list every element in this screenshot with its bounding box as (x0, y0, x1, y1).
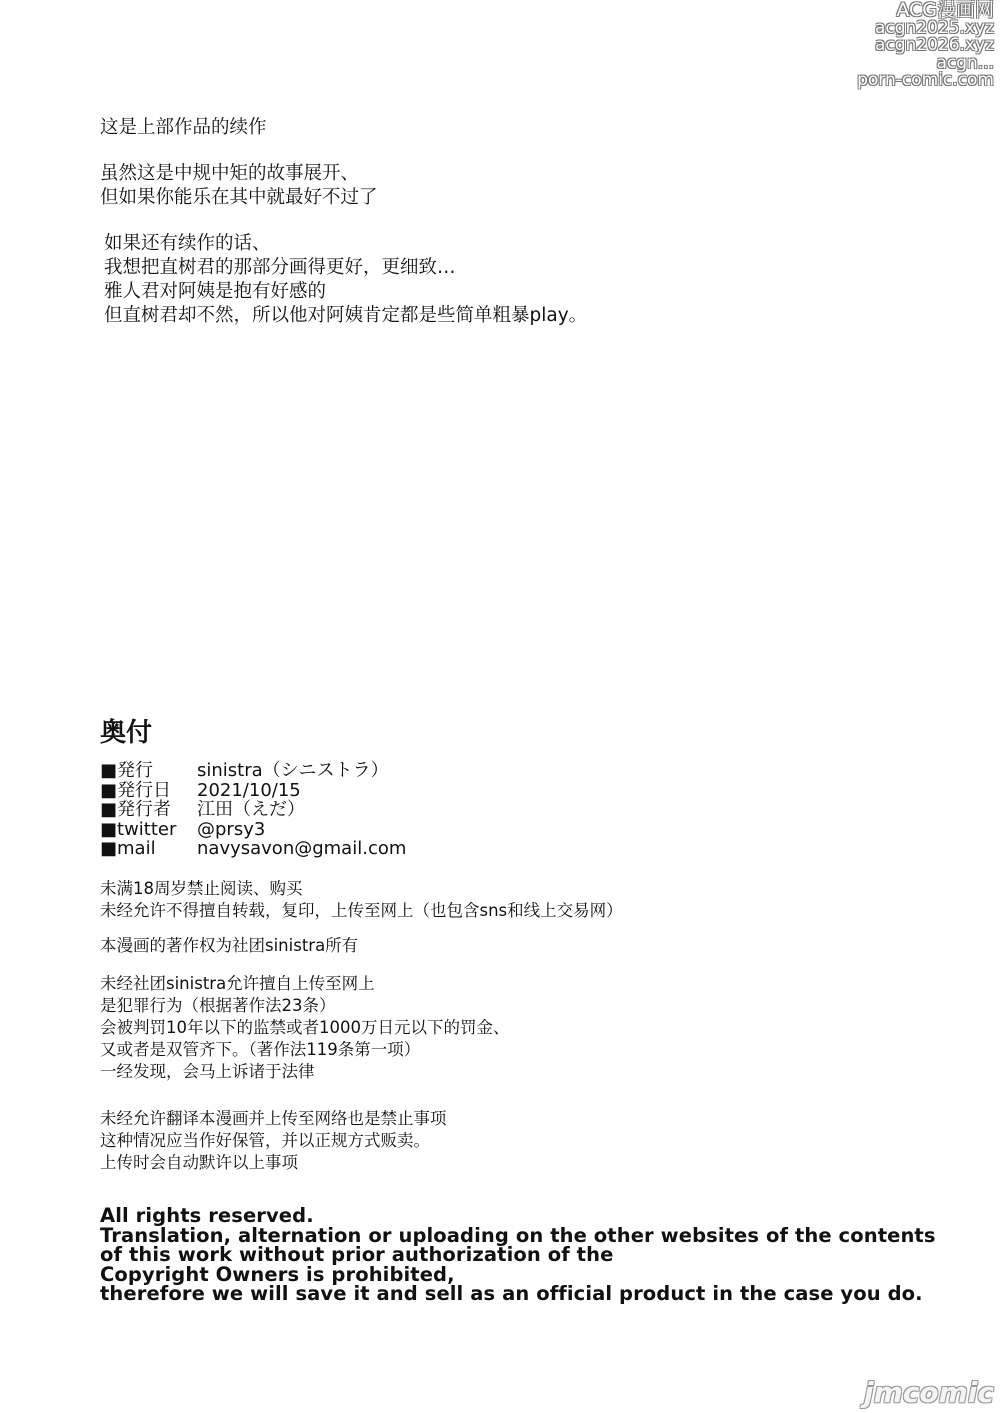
colophon-key: ■mail (100, 838, 156, 859)
notice-translation (100, 1108, 447, 1174)
colophon-row-twitter (100, 820, 406, 840)
colophon-table (100, 761, 406, 859)
watermark-domain: acgn2026.xyz (874, 35, 994, 55)
afterword-paragraph-2 (100, 162, 378, 210)
colophon-value: sinistra（シニストラ） (197, 760, 389, 781)
text-line: Translation, alternation or uploading on the other websites of the contents (100, 1223, 936, 1247)
text-line: 但如果你能乐在其中就最好不过了 (100, 187, 378, 208)
notice-legal-penalty (100, 973, 510, 1083)
text-line: Copyright Owners is prohibited, (100, 1262, 455, 1286)
text-line: 虽然这是中规中矩的故事展开、 (100, 163, 360, 184)
english-rights-notice (100, 1206, 936, 1304)
text-line: of this work without prior authorization of the (100, 1243, 614, 1267)
colophon-row-publisher (100, 761, 406, 781)
colophon-row-mail (100, 839, 406, 859)
text-line: 这种情况应当作好保管，并以正规方式贩卖。 (100, 1131, 430, 1150)
watermark-top (857, 2, 994, 90)
text-line: 未经允许不得擅自转载，复印，上传至网上（也包含sns和线上交易网） (100, 901, 623, 920)
colophon-value: navysavon@gmail.com (197, 838, 407, 859)
text-line: 一经发现，会马上诉诸于法律 (100, 1062, 315, 1081)
text-line: 未经允许翻译本漫画并上传至网络也是禁止事项 (100, 1109, 447, 1128)
text-line: 但直树君却不然，所以他对阿姨肯定都是些简单粗暴play。 (104, 305, 588, 326)
notice-copyright (100, 935, 358, 957)
text-line: 雅人君对阿姨是抱有好感的 (104, 281, 327, 302)
text-line: 会被判罚10年以下的监禁或者1000万日元以下的罚金、 (100, 1018, 510, 1037)
text-line: therefore we will save it and sell as an official product in the case you do. (100, 1282, 923, 1306)
watermark-domain: porn-comic.com (857, 70, 994, 90)
text-line: All rights reserved. (100, 1204, 314, 1227)
text-line: 未经社团sinistra允许擅自上传至网上 (100, 974, 375, 993)
text-line: 未满18周岁禁止阅读、购买 (100, 879, 303, 898)
watermark-site-name: ACG漫画网 (896, 0, 994, 21)
colophon-row-author (100, 800, 406, 820)
colophon-key: ■発行 (100, 760, 154, 781)
text-line: 我想把直树君的那部分画得更好，更细致… (104, 257, 456, 278)
colophon-key: ■発行日 (100, 779, 172, 801)
text-line: 又或者是双管齐下。（著作法119条第一项） (100, 1040, 421, 1059)
text-line: 上传时会自动默许以上事项 (100, 1153, 298, 1172)
colophon-key: ■発行者 (100, 799, 172, 820)
watermark-bottom: jmcomic (864, 1376, 994, 1409)
text-line: 如果还有续作的话、 (104, 233, 271, 254)
watermark-domain: acgn... (936, 52, 994, 73)
text-line: 是犯罪行为（根据著作法23条） (100, 996, 336, 1015)
colophon-value: @prsy3 (197, 818, 266, 840)
text-line: 本漫画的著作权为社团sinistra所有 (100, 936, 359, 955)
colophon-value: 江田（えだ） (197, 799, 305, 820)
colophon-value: 2021/10/15 (197, 779, 301, 801)
afterword-paragraph-1 (100, 116, 267, 140)
watermark-domain: acgn2025.xyz (874, 17, 994, 38)
colophon-title: 奥付 (100, 718, 153, 748)
colophon-row-date (100, 781, 406, 801)
text-line: 这是上部作品的续作 (100, 117, 267, 138)
notice-age-restriction (100, 878, 623, 922)
afterword-paragraph-3 (104, 232, 587, 328)
colophon-key: ■twitter (100, 818, 177, 840)
